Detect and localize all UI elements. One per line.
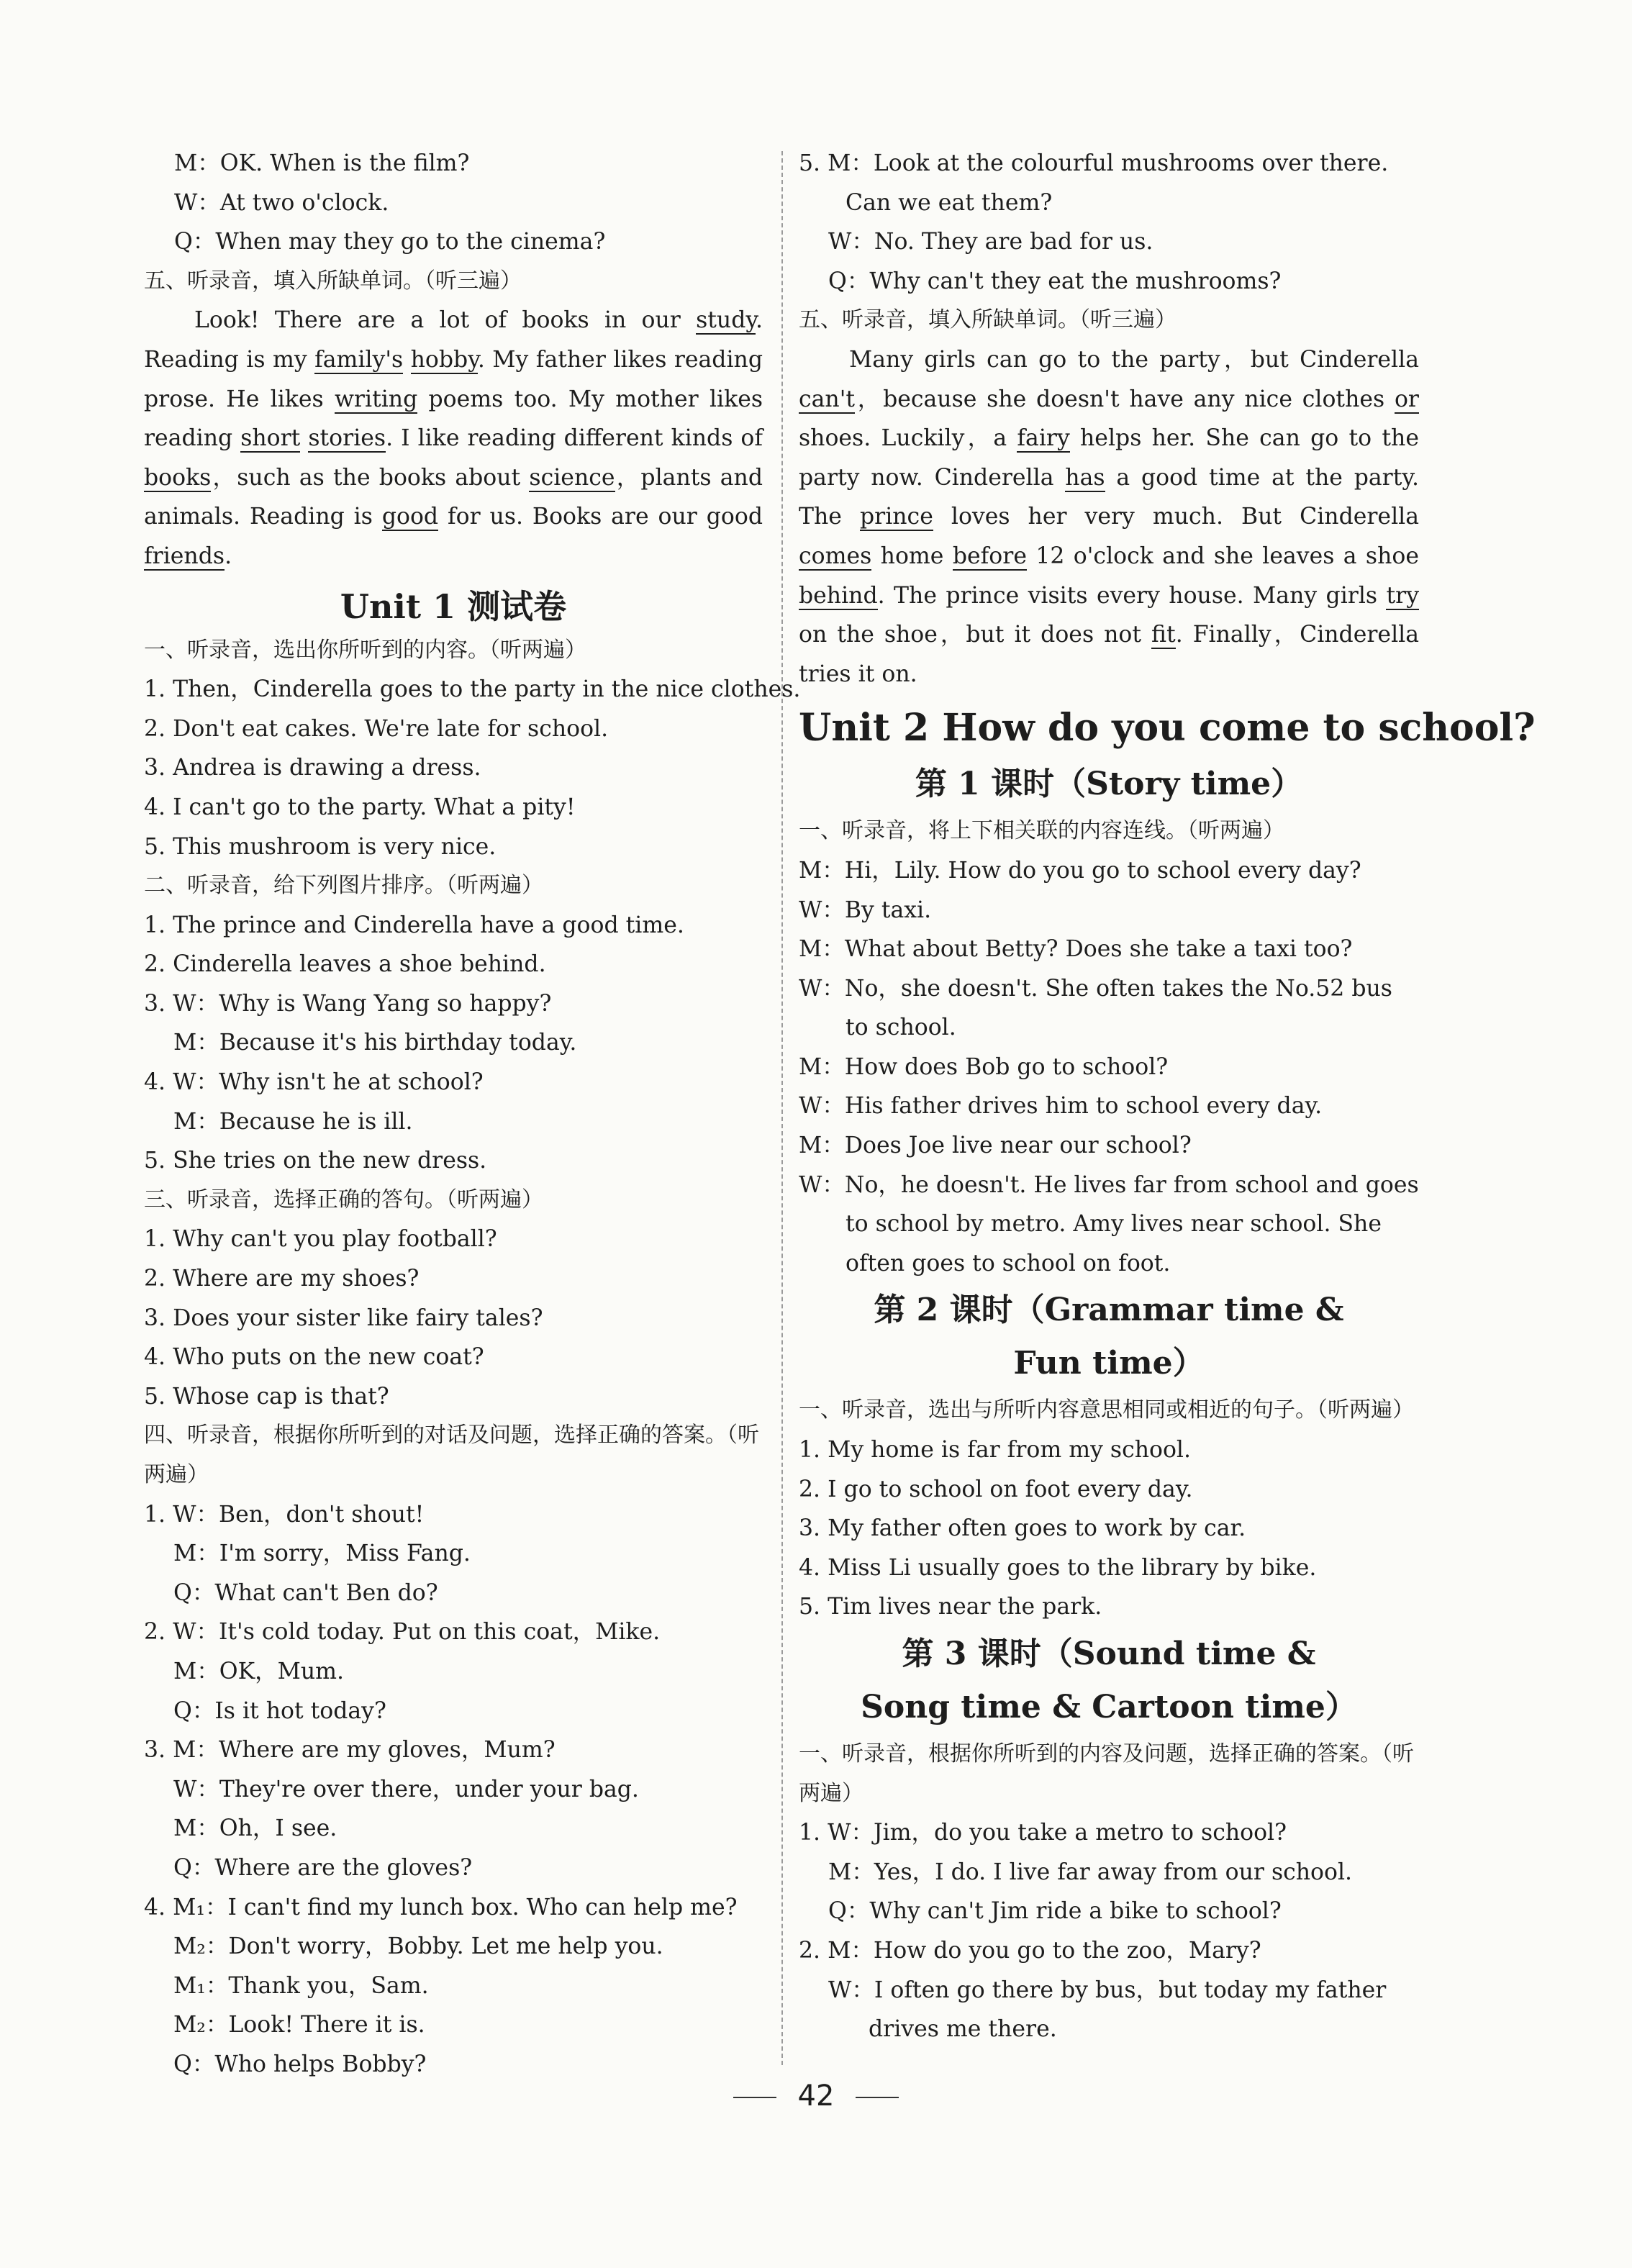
answer-word: friends <box>144 543 225 569</box>
text-line: M₁：Thank you，Sam. <box>173 1972 429 1999</box>
text-line: W：By taxi. <box>799 897 932 923</box>
passage-text: poems too. My mother likes reading <box>144 386 763 452</box>
unit1-test-title: Unit 1 测试卷 <box>340 586 567 626</box>
answer-word: good <box>381 504 439 530</box>
answer-word: writing <box>334 386 418 412</box>
answer-word: stories <box>308 425 386 452</box>
lesson-3-title-b: Song time & Cartoon time） <box>861 1689 1357 1725</box>
text-line: 2. I go to school on foot every day. <box>799 1476 1193 1502</box>
page-number-text: 42 <box>797 2079 835 2113</box>
page-number <box>0 2079 1632 2113</box>
text-line: 2. Don't eat cakes. We're late for school. <box>144 715 609 742</box>
section-3-title: 三、听录音，选择正确的答句。（听两遍） <box>144 1187 543 1212</box>
text-line: 4. M₁：I can't find my lunch box. Who can help me? <box>144 1894 738 1920</box>
lesson-1-section-title: 一、听录音，将上下相关联的内容连线。（听两遍） <box>799 818 1284 844</box>
text-line: W：I often go there by bus，but today my father drives me there. <box>828 1977 1387 2043</box>
passage-text: shoes. Luckily，a <box>799 425 1017 452</box>
text-line: 5. Tim lives near the park. <box>799 1594 1102 1620</box>
section-2-items <box>144 906 763 1181</box>
text-line: M：OK，Mum. <box>173 1658 345 1684</box>
text-line: 1. Why can't you play football? <box>144 1226 497 1253</box>
passage-text <box>300 425 308 451</box>
passage-text: for us. Books are our good <box>438 504 763 530</box>
passage-text: ，such as the books about <box>211 464 530 491</box>
text-line: W：At two o'clock. <box>174 189 389 216</box>
text-line: 2. W：It's cold today. Put on this coat，Mike. <box>144 1619 661 1646</box>
passage-text: . Finally，Cinderella tries it on. <box>799 622 1419 687</box>
answer-word: fairy <box>1017 425 1070 452</box>
lesson-2-items <box>799 1430 1419 1627</box>
section-3-items <box>144 1220 763 1416</box>
text-line: 3. My father often goes to work by car. <box>799 1515 1246 1542</box>
passage-text: a good time at the party. The <box>799 464 1420 530</box>
passage-text: . <box>225 543 232 569</box>
passage-text: . Reading is my <box>144 307 763 373</box>
text-line: Q：Is it hot today? <box>173 1697 386 1724</box>
passage-text <box>403 347 410 373</box>
lesson-3-title-a: 第 3 课时（Sound time & <box>902 1636 1316 1672</box>
text-line: W：No. They are bad for us. <box>828 229 1153 255</box>
text-line: Q：When may they go to the cinema? <box>174 229 606 255</box>
lesson-1-title: 第 1 课时（Story time） <box>915 766 1303 803</box>
text-line: M：How does Bob go to school? <box>799 1053 1169 1080</box>
section-2-title: 二、听录音，给下列图片排序。（听两遍） <box>144 873 543 899</box>
text-line: 3. W：Why is Wang Yang so happy? <box>144 990 552 1017</box>
page-number-dash-right <box>856 2097 899 2098</box>
answer-word: behind <box>799 582 878 609</box>
text-line: M₂：Look! There it is. <box>173 2012 425 2038</box>
text-line: 2. Where are my shoes? <box>144 1266 420 1292</box>
passage-text: 12 o'clock and she leaves a shoe <box>1026 543 1419 569</box>
text-line: 1. My home is far from my school. <box>799 1437 1192 1464</box>
text-line: M：Because it's his birthday today. <box>173 1030 577 1056</box>
text-line: M：Because he is ill. <box>173 1108 413 1135</box>
answer-word: prince <box>859 504 933 530</box>
unit2-title: Unit 2 How do you come to school? <box>799 706 1536 750</box>
lesson-3-items <box>799 1813 1419 2049</box>
passage-text: ，plants and animals. Reading is <box>144 464 763 530</box>
section-4-items <box>144 1495 763 2085</box>
text-line: M：OK. When is the film? <box>174 150 470 176</box>
text-line: W：They're over there，under your bag. <box>173 1776 639 1802</box>
text-line: 1. The prince and Cinderella have a good time. <box>144 912 684 938</box>
passage-text: ，because she doesn't have any nice clothes <box>855 386 1395 412</box>
text-line: Q：What can't Ben do? <box>173 1579 438 1606</box>
text-line: Q：Where are the gloves? <box>173 1854 473 1881</box>
text-line: 1. W：Ben，don't shout! <box>144 1501 425 1528</box>
right-column <box>799 144 1536 2049</box>
text-line: M：Yes，I do. I live far away from our school. <box>828 1859 1353 1885</box>
lesson-2-title-a: 第 2 课时（Grammar time & <box>874 1292 1344 1329</box>
answer-word: can't <box>799 386 856 412</box>
text-line: 4. W：Why isn't he at school? <box>144 1069 484 1096</box>
answer-word: short <box>240 425 301 452</box>
text-line: 5. Whose cap is that? <box>144 1383 389 1410</box>
text-line: M：Hi，Lily. How do you go to school every day? <box>799 857 1361 884</box>
lesson-3-section-title: 一、听录音，根据你所听到的内容及问题，选择正确的答案。（听两遍） <box>799 1741 1414 1806</box>
cinderella-passage <box>799 340 1419 694</box>
answer-word: before <box>952 543 1027 569</box>
passage-text: Look! There are a lot of books in our <box>194 307 697 334</box>
text-line: 3. M：Where are my gloves，Mum? <box>144 1737 556 1764</box>
text-line: 1. W：Jim，do you take a metro to school? <box>799 1820 1287 1846</box>
passage-text: . I like reading different kinds of <box>386 425 763 452</box>
text-line: 5. She tries on the new dress. <box>144 1148 487 1174</box>
text-line: 5. This mushroom is very nice. <box>144 833 497 860</box>
passage-text: on the shoe，but it does not <box>799 622 1152 648</box>
dialogue-5 <box>799 144 1419 301</box>
left-column <box>144 144 801 2085</box>
text-line: 1. Then，Cinderella goes to the party in the nice clothes. <box>144 676 801 703</box>
passage-text: home <box>871 543 953 569</box>
answer-word: or <box>1394 386 1419 412</box>
section-1-title: 一、听录音，选出你所听到的内容。（听两遍） <box>144 637 586 663</box>
text-line: W：No，she doesn't. She often takes the No.52 bus to school. <box>799 975 1392 1041</box>
answer-word: hobby <box>410 346 478 373</box>
text-line: 4. Miss Li usually goes to the library by bike. <box>799 1554 1317 1581</box>
answer-word: has <box>1065 464 1105 491</box>
text-line: 2. M：How do you go to the zoo，Mary? <box>799 1937 1261 1964</box>
text-line: W：No，he doesn't. He lives far from school and goes to school by metro. Amy lives near school. She often goes to school on foot. <box>799 1171 1419 1276</box>
text-line: 4. Who puts on the new coat? <box>144 1344 484 1371</box>
page-number-dash-left <box>733 2097 776 2098</box>
answer-word: fit <box>1151 622 1176 648</box>
section-1-items <box>144 670 801 866</box>
answer-word: try <box>1386 582 1419 609</box>
intro-dialogue <box>144 144 763 262</box>
passage-text: helps her. She can go to the party now. Cinderella <box>799 425 1419 491</box>
text-line: W：His father drives him to school every day. <box>799 1093 1323 1120</box>
text-line: Q：Who helps Bobby? <box>173 2051 427 2077</box>
answer-word: family's <box>314 346 404 373</box>
section-5-title: 五、听录音，填入所缺单词。（听三遍） <box>144 268 522 294</box>
fill-in-passage <box>144 301 763 576</box>
text-line: 3. Does your sister like fairy tales? <box>144 1305 543 1331</box>
text-line: M：Oh，I see. <box>173 1815 337 1842</box>
answer-word: comes <box>799 543 872 569</box>
text-line: M：Does Joe live near our school? <box>799 1133 1192 1159</box>
text-line: M₂：Don't worry，Bobby. Let me help you. <box>173 1933 663 1960</box>
text-line: 5. M：Look at the colourful mushrooms over there. Can we eat them? <box>799 150 1389 216</box>
column-divider <box>781 151 783 2065</box>
section-4-title: 四、听录音，根据你所听到的对话及问题，选择正确的答案。（听两遍） <box>144 1423 759 1487</box>
text-line: M：I'm sorry，Miss Fang. <box>173 1541 471 1567</box>
answer-word: study <box>696 307 756 334</box>
lesson-2-section-title: 一、听录音，选出与所听内容意思相同或相近的句子。（听两遍） <box>799 1397 1414 1423</box>
text-line: M：What about Betty? Does she take a taxi too? <box>799 936 1353 963</box>
text-line: 4. I can't go to the party. What a pity! <box>144 794 576 820</box>
lesson-1-dialogue <box>799 851 1419 1284</box>
section-5-title-right: 五、听录音，填入所缺单词。（听三遍） <box>799 307 1177 333</box>
passage-text: . The prince visits every house. Many girls <box>877 582 1387 609</box>
text-line: 2. Cinderella leaves a shoe behind. <box>144 951 546 978</box>
lesson-2-title-b: Fun time） <box>1013 1345 1205 1382</box>
text-line: 3. Andrea is drawing a dress. <box>144 755 481 781</box>
text-line: Q：Why can't Jim ride a bike to school? <box>828 1898 1282 1925</box>
text-line: Q：Why can't they eat the mushrooms? <box>828 268 1282 294</box>
answer-word: science <box>529 464 615 491</box>
passage-text: . My father likes reading prose. He likes <box>144 346 763 412</box>
passage-text: Many girls can go to the party，but Cinderella <box>849 346 1419 373</box>
answer-word: books <box>144 464 212 491</box>
passage-text: loves her very much. But Cinderella <box>933 504 1419 530</box>
